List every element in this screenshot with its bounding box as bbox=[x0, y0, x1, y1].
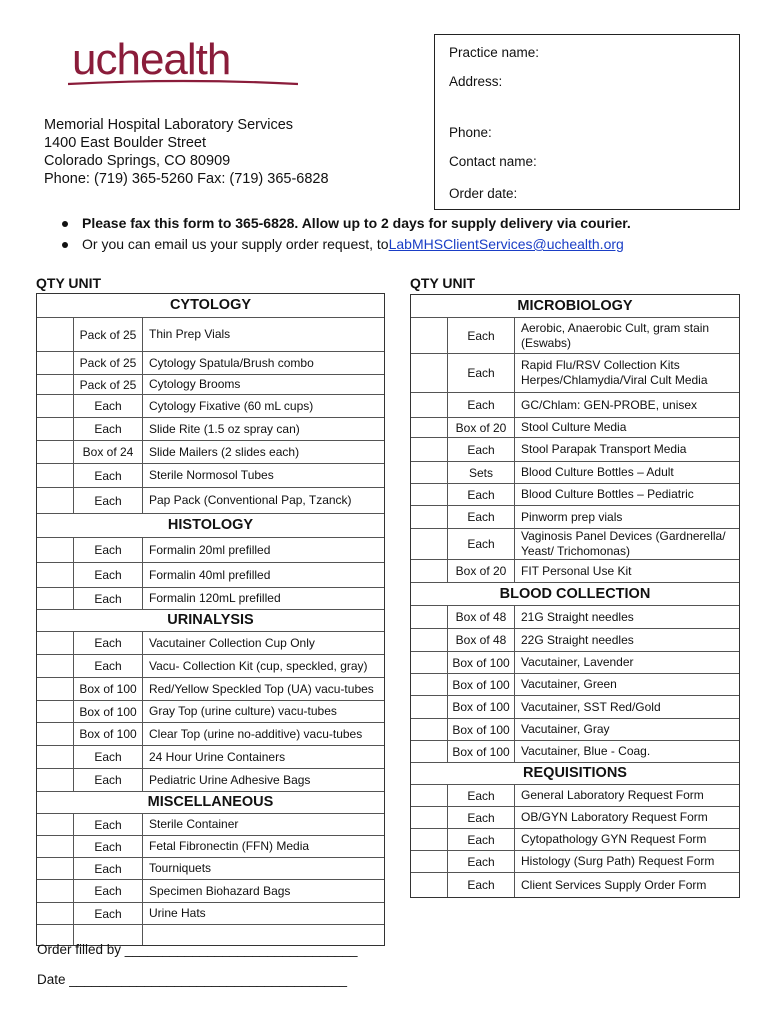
unit-cell: Each bbox=[74, 858, 143, 879]
table-row bbox=[411, 438, 739, 462]
practice-name-field[interactable]: Practice name: bbox=[449, 45, 540, 60]
table-row bbox=[411, 418, 739, 438]
table-row bbox=[37, 836, 384, 858]
unit-cell: Each bbox=[74, 464, 143, 487]
right-qty-unit-header: QTY UNIT bbox=[410, 275, 476, 291]
lab-address bbox=[44, 116, 329, 188]
item-description: Stool Culture Media bbox=[521, 420, 627, 434]
table-row bbox=[411, 652, 739, 674]
item-description: Vacutainer, SST Red/Gold bbox=[521, 699, 661, 714]
table-row bbox=[37, 701, 384, 723]
unit-cell: Box of 100 bbox=[448, 696, 515, 718]
qty-input[interactable] bbox=[411, 462, 448, 483]
item-description: Client Services Supply Order Form bbox=[521, 877, 707, 892]
unit-cell: Box of 24 bbox=[74, 441, 143, 463]
section-title: URINALYSIS bbox=[37, 610, 384, 632]
qty-input[interactable] bbox=[37, 880, 74, 902]
phone-field[interactable]: Phone: bbox=[449, 125, 492, 140]
section-title: MISCELLANEOUS bbox=[37, 792, 384, 814]
qty-input[interactable] bbox=[37, 375, 74, 394]
item-description: Vaginosis Panel Devices (Gardnerella/ Yeast/ Trichomonas) bbox=[521, 529, 726, 558]
left-order-table bbox=[36, 293, 385, 946]
qty-input[interactable] bbox=[411, 354, 448, 392]
qty-input[interactable] bbox=[37, 464, 74, 487]
address-field[interactable]: Address: bbox=[449, 74, 503, 89]
item-description: Sterile Normosol Tubes bbox=[149, 468, 274, 482]
lab-phone: Phone: (719) 365-5260 Fax: (719) 365-6828 bbox=[44, 171, 329, 187]
unit-cell: Each bbox=[448, 393, 515, 417]
item-description: Red/Yellow Speckled Top (UA) vacu-tubes bbox=[149, 681, 374, 696]
table-row bbox=[411, 318, 739, 354]
item-description: Formalin 120mL prefilled bbox=[149, 591, 281, 605]
bullet-icon bbox=[62, 221, 68, 227]
item-description: Vacutainer, Gray bbox=[521, 722, 610, 736]
qty-input[interactable] bbox=[411, 506, 448, 528]
item-description: OB/GYN Laboratory Request Form bbox=[521, 810, 708, 824]
table-row bbox=[411, 629, 739, 652]
table-row bbox=[37, 632, 384, 655]
qty-input[interactable] bbox=[411, 873, 448, 897]
table-row bbox=[37, 746, 384, 769]
item-description: Blood Culture Bottles – Adult bbox=[521, 465, 674, 479]
item-description: Vacu- Collection Kit (cup, speckled, gray) bbox=[149, 658, 368, 673]
lab-street: 1400 East Boulder Street bbox=[44, 135, 207, 151]
table-row bbox=[37, 563, 384, 588]
order-date-line[interactable]: Date _____________________________________ bbox=[37, 972, 348, 987]
table-row bbox=[411, 829, 739, 851]
item-description: Cytology Brooms bbox=[149, 377, 241, 391]
qty-input[interactable] bbox=[411, 484, 448, 505]
qty-input[interactable] bbox=[37, 395, 74, 417]
table-row bbox=[37, 769, 384, 792]
qty-input[interactable] bbox=[37, 678, 74, 700]
table-row bbox=[411, 606, 739, 629]
unit-cell: Each bbox=[74, 814, 143, 835]
qty-input[interactable] bbox=[37, 318, 74, 351]
item-description: Clear Top (urine no-additive) vacu-tubes bbox=[149, 726, 363, 741]
unit-cell: Pack of 25 bbox=[74, 318, 143, 351]
item-description: Vacutainer, Green bbox=[521, 677, 617, 691]
table-row bbox=[411, 393, 739, 418]
item-description: Vacutainer, Lavender bbox=[521, 655, 634, 669]
unit-cell: Each bbox=[448, 829, 515, 850]
item-description: FIT Personal Use Kit bbox=[521, 563, 632, 578]
qty-input[interactable] bbox=[411, 652, 448, 673]
unit-cell: Box of 20 bbox=[448, 560, 515, 582]
table-row bbox=[411, 506, 739, 529]
qty-input[interactable] bbox=[37, 836, 74, 857]
unit-cell: Each bbox=[74, 746, 143, 768]
qty-input[interactable] bbox=[37, 538, 74, 562]
table-row bbox=[37, 441, 384, 464]
qty-input[interactable] bbox=[411, 807, 448, 828]
qty-input[interactable] bbox=[411, 696, 448, 718]
section-title: HISTOLOGY bbox=[37, 514, 384, 538]
table-row bbox=[37, 352, 384, 375]
qty-input[interactable] bbox=[411, 719, 448, 740]
unit-cell: Each bbox=[448, 851, 515, 872]
unit-cell: Box of 100 bbox=[74, 701, 143, 722]
unit-cell: Each bbox=[448, 354, 515, 392]
unit-cell: Box of 100 bbox=[448, 719, 515, 740]
qty-input[interactable] bbox=[37, 352, 74, 374]
section-title: REQUISITIONS bbox=[411, 763, 739, 785]
item-description: Slide Rite (1.5 oz spray can) bbox=[149, 421, 300, 436]
item-description: Pinworm prep vials bbox=[521, 509, 623, 524]
qty-input[interactable] bbox=[411, 606, 448, 628]
item-description: Vacutainer, Blue - Coag. bbox=[521, 744, 651, 758]
unit-cell: Each bbox=[448, 318, 515, 353]
unit-cell: Each bbox=[448, 484, 515, 505]
email-link[interactable]: LabMHSClientServices@uchealth.org bbox=[388, 236, 624, 252]
table-row bbox=[411, 529, 739, 560]
table-row bbox=[411, 462, 739, 484]
item-description: Vacutainer Collection Cup Only bbox=[149, 635, 315, 650]
table-row bbox=[37, 395, 384, 418]
qty-input[interactable] bbox=[37, 588, 74, 609]
item-description: General Laboratory Request Form bbox=[521, 788, 704, 802]
table-row bbox=[411, 807, 739, 829]
item-description: Histology (Surg Path) Request Form bbox=[521, 854, 715, 868]
item-description: Sterile Container bbox=[149, 817, 239, 831]
table-row bbox=[411, 354, 739, 393]
unit-cell: Box of 48 bbox=[448, 606, 515, 628]
unit-cell: Each bbox=[448, 873, 515, 897]
right-order-table bbox=[410, 294, 740, 898]
qty-input[interactable] bbox=[411, 418, 448, 437]
table-row bbox=[37, 903, 384, 925]
qty-input[interactable] bbox=[411, 851, 448, 872]
table-row bbox=[411, 785, 739, 807]
qty-input[interactable] bbox=[411, 393, 448, 417]
table-row bbox=[37, 318, 384, 352]
table-row bbox=[37, 464, 384, 488]
table-row bbox=[411, 851, 739, 873]
left-qty-unit-header: QTY UNIT bbox=[36, 275, 102, 291]
item-description: Slide Mailers (2 slides each) bbox=[149, 444, 300, 459]
item-description: Fetal Fibronectin (FFN) Media bbox=[149, 839, 310, 853]
qty-input[interactable] bbox=[411, 318, 448, 353]
uchealth-logo bbox=[68, 34, 298, 90]
qty-input[interactable] bbox=[411, 741, 448, 762]
qty-input[interactable] bbox=[37, 746, 74, 768]
unit-cell: Each bbox=[74, 655, 143, 677]
unit-cell: Box of 100 bbox=[74, 723, 143, 745]
table-row bbox=[37, 418, 384, 441]
qty-input[interactable] bbox=[411, 529, 448, 559]
table-row bbox=[37, 488, 384, 514]
qty-input[interactable] bbox=[411, 438, 448, 461]
lab-city: Colorado Springs, CO 80909 bbox=[44, 153, 231, 169]
section-title: MICROBIOLOGY bbox=[411, 295, 739, 318]
qty-input[interactable] bbox=[411, 629, 448, 651]
unit-cell: Each bbox=[74, 418, 143, 440]
bullet-icon bbox=[62, 242, 68, 248]
unit-cell: Box of 100 bbox=[448, 741, 515, 762]
item-description: Rapid Flu/RSV Collection Kits Herpes/Chlamydia/Viral Cult Media bbox=[521, 358, 708, 387]
section-title: BLOOD COLLECTION bbox=[411, 583, 739, 606]
qty-input[interactable] bbox=[37, 488, 74, 513]
item-description: Cytopathology GYN Request Form bbox=[521, 832, 707, 846]
qty-input[interactable] bbox=[37, 655, 74, 677]
logo-text: uchealth bbox=[72, 35, 231, 84]
qty-input[interactable] bbox=[37, 903, 74, 924]
item-description: Gray Top (urine culture) vacu-tubes bbox=[149, 704, 337, 718]
fax-note: Please fax this form to 365-6828. Allow up to 2 days for supply delivery via courier. bbox=[62, 213, 631, 234]
unit-cell: Box of 100 bbox=[448, 652, 515, 673]
qty-input[interactable] bbox=[37, 814, 74, 835]
table-row bbox=[411, 674, 739, 696]
item-description: GC/Chlam: GEN-PROBE, unisex bbox=[521, 397, 698, 412]
unit-cell: Each bbox=[74, 836, 143, 857]
order-filled-by[interactable]: Order filled by _______________________________ bbox=[37, 942, 358, 957]
unit-cell: Each bbox=[74, 588, 143, 609]
item-description: Tourniquets bbox=[149, 861, 212, 875]
unit-cell: Pack of 25 bbox=[74, 352, 143, 374]
item-description: Cytology Fixative (60 mL cups) bbox=[149, 398, 314, 413]
item-description: Formalin 40ml prefilled bbox=[149, 567, 271, 582]
item-description: Urine Hats bbox=[149, 906, 206, 920]
unit-cell: Pack of 25 bbox=[74, 375, 143, 394]
table-row bbox=[411, 741, 739, 763]
item-description: 24 Hour Urine Containers bbox=[149, 749, 286, 764]
table-row bbox=[37, 858, 384, 880]
unit-cell: Each bbox=[448, 807, 515, 828]
unit-cell: Box of 100 bbox=[448, 674, 515, 695]
item-description: Aerobic, Anaerobic Cult, gram stain (Eswabs) bbox=[521, 320, 710, 350]
contact-name-field[interactable]: Contact name: bbox=[449, 154, 537, 169]
unit-cell: Each bbox=[448, 506, 515, 528]
qty-input[interactable] bbox=[37, 858, 74, 879]
item-description: 21G Straight needles bbox=[521, 609, 634, 624]
table-row bbox=[411, 719, 739, 741]
qty-input[interactable] bbox=[37, 701, 74, 722]
unit-cell: Each bbox=[74, 632, 143, 654]
unit-cell: Sets bbox=[448, 462, 515, 483]
order-date-field[interactable]: Order date: bbox=[449, 186, 518, 201]
email-note: Or you can email us your supply order request, to LabMHSClientServices@uchealth.org bbox=[62, 234, 631, 255]
unit-cell: Each bbox=[74, 395, 143, 417]
qty-input[interactable] bbox=[37, 769, 74, 791]
item-description: Blood Culture Bottles – Pediatric bbox=[521, 487, 694, 501]
item-description: Formalin 20ml prefilled bbox=[149, 542, 271, 557]
qty-input[interactable] bbox=[37, 441, 74, 463]
lab-name: Memorial Hospital Laboratory Services bbox=[44, 117, 294, 133]
item-description: Thin Prep Vials bbox=[149, 327, 231, 341]
table-row bbox=[37, 375, 384, 395]
qty-input[interactable] bbox=[37, 563, 74, 587]
item-description: Pediatric Urine Adhesive Bags bbox=[149, 772, 311, 787]
table-row bbox=[411, 696, 739, 719]
table-row bbox=[37, 814, 384, 836]
table-row bbox=[411, 560, 739, 583]
unit-cell: Each bbox=[74, 538, 143, 562]
qty-input[interactable] bbox=[411, 674, 448, 695]
qty-input[interactable] bbox=[411, 785, 448, 806]
table-row bbox=[37, 538, 384, 563]
instructions bbox=[62, 213, 631, 255]
unit-cell: Each bbox=[448, 438, 515, 461]
qty-input[interactable] bbox=[411, 829, 448, 850]
table-row bbox=[37, 723, 384, 746]
unit-cell: Each bbox=[448, 529, 515, 559]
item-description: Stool Parapak Transport Media bbox=[521, 442, 687, 456]
unit-cell: Each bbox=[74, 769, 143, 791]
unit-cell: Each bbox=[74, 903, 143, 924]
unit-cell: Box of 48 bbox=[448, 629, 515, 651]
qty-input[interactable] bbox=[37, 723, 74, 745]
unit-cell: Each bbox=[74, 563, 143, 587]
unit-cell: Each bbox=[74, 488, 143, 513]
qty-input[interactable] bbox=[37, 632, 74, 654]
unit-cell: Each bbox=[448, 785, 515, 806]
section-title: CYTOLOGY bbox=[37, 294, 384, 318]
item-description: Cytology Spatula/Brush combo bbox=[149, 355, 314, 370]
qty-input[interactable] bbox=[37, 418, 74, 440]
table-row bbox=[37, 880, 384, 903]
table-row bbox=[411, 484, 739, 506]
table-row bbox=[411, 873, 739, 897]
table-row bbox=[37, 678, 384, 701]
item-description: Specimen Biohazard Bags bbox=[149, 883, 291, 898]
table-row bbox=[37, 588, 384, 610]
qty-input[interactable] bbox=[411, 560, 448, 582]
practice-info-box bbox=[434, 34, 740, 210]
unit-cell: Each bbox=[74, 880, 143, 902]
unit-cell: Box of 100 bbox=[74, 678, 143, 700]
table-row bbox=[37, 655, 384, 678]
item-description: Pap Pack (Conventional Pap, Tzanck) bbox=[149, 493, 352, 507]
item-description: 22G Straight needles bbox=[521, 632, 634, 647]
unit-cell: Box of 20 bbox=[448, 418, 515, 437]
